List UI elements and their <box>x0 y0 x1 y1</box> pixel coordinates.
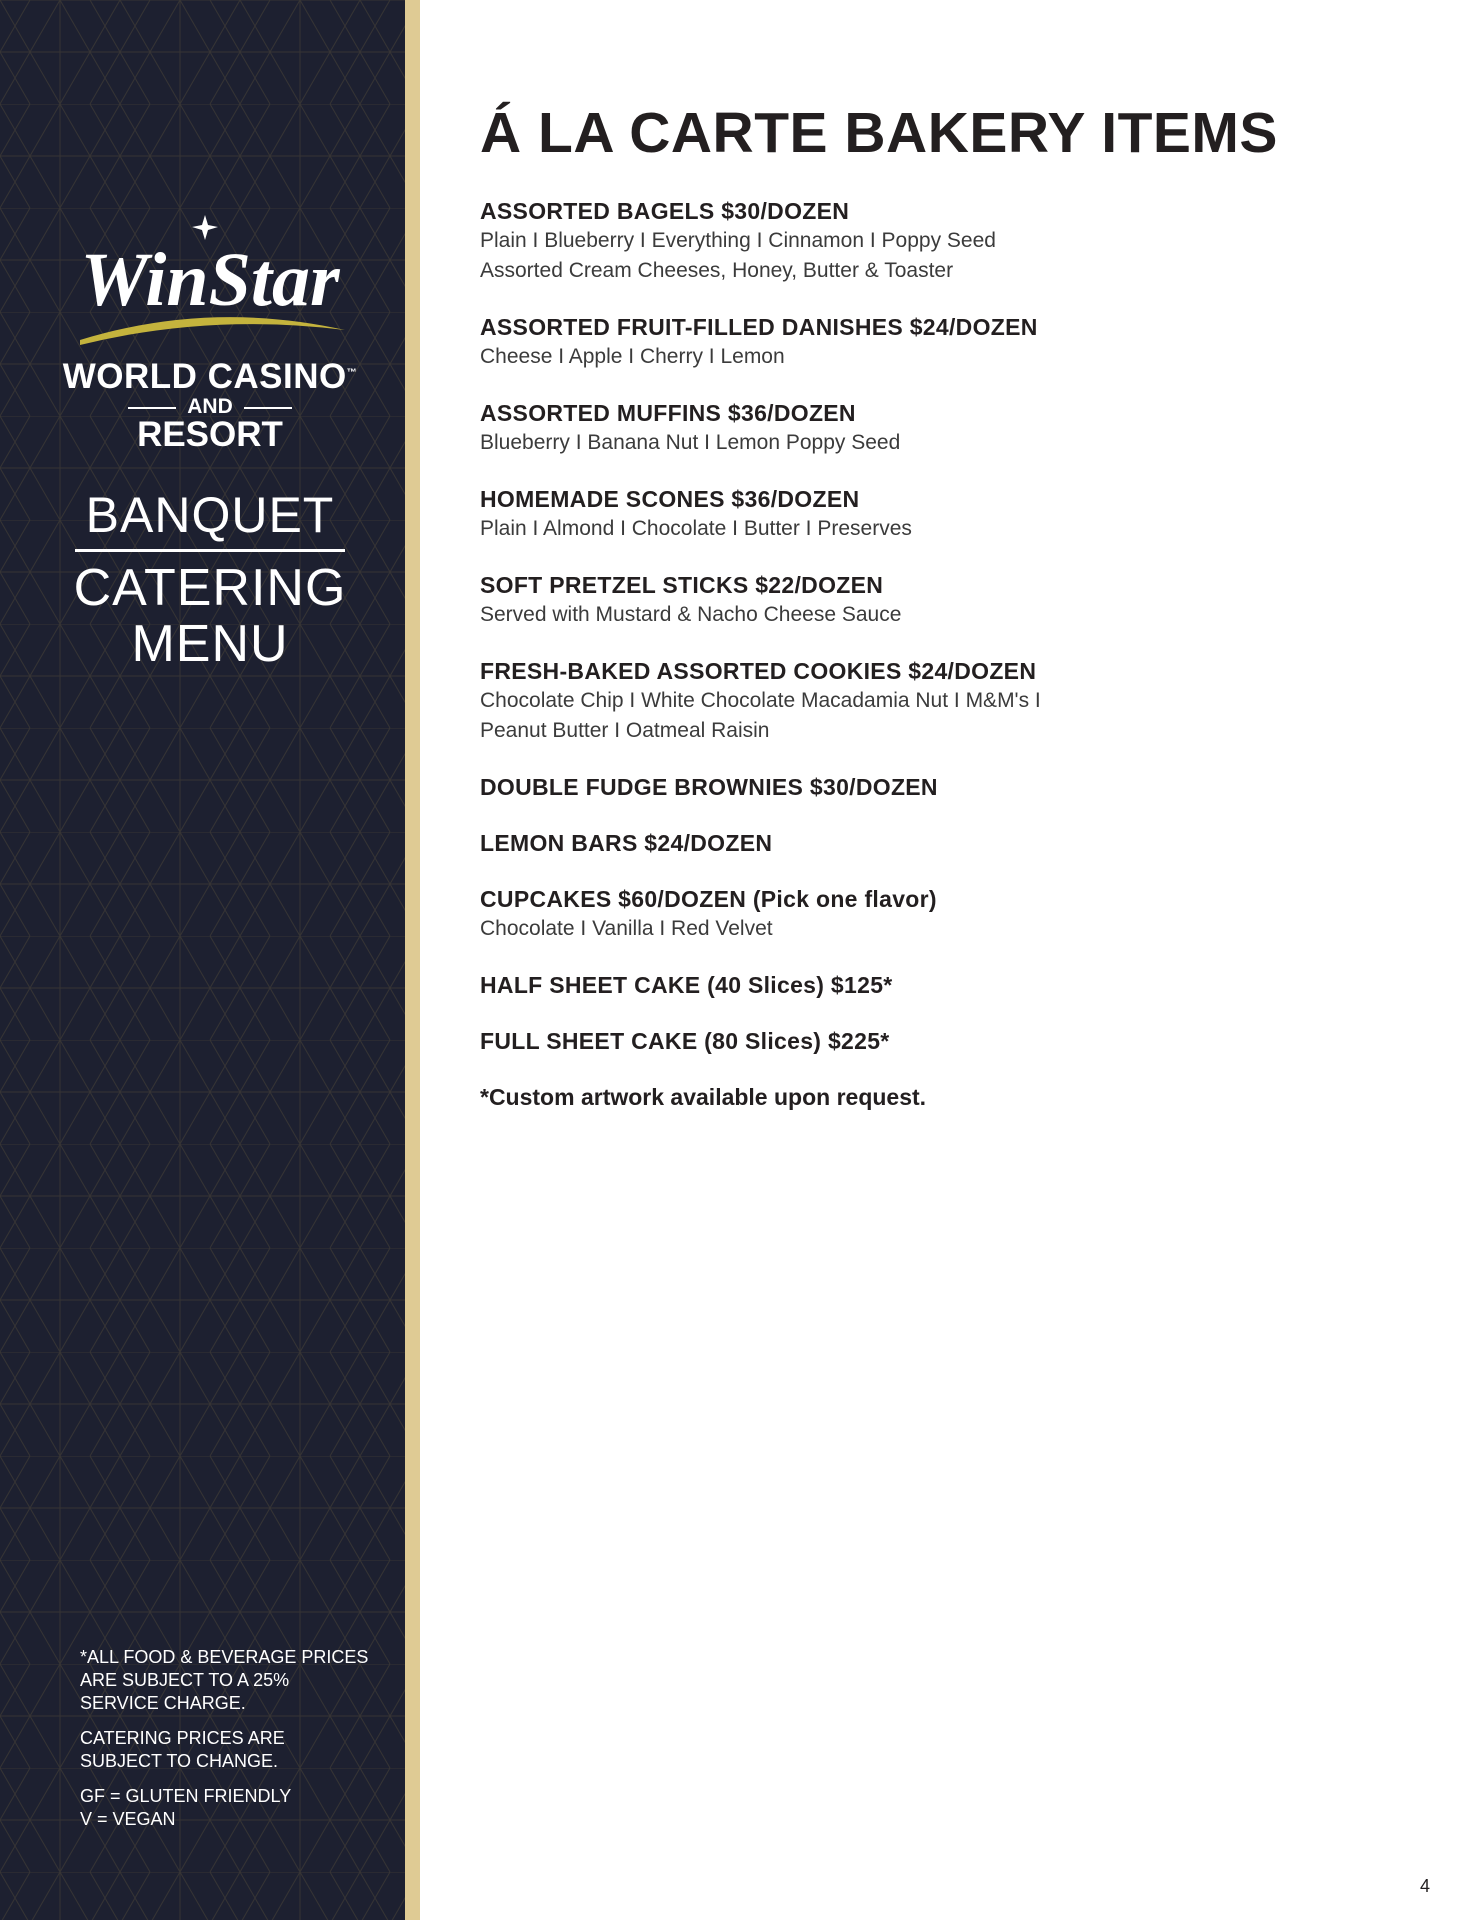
sidebar-title-banquet: BANQUET <box>85 487 335 543</box>
sidebar-title-menu: MENU <box>131 615 289 673</box>
menu-item <box>480 312 1440 372</box>
sidebar-panel <box>0 0 405 1920</box>
page-title: Á LA CARTE BAKERY ITEMS <box>480 101 1278 165</box>
menu-item-title: LEMON BARS $24/DOZEN <box>480 830 773 856</box>
menu-item-title: ASSORTED MUFFINS $36/DOZEN <box>480 400 856 426</box>
menu-item-description: Plain I Blueberry I Everything I Cinnamon I Poppy Seed <box>480 229 996 252</box>
menu-item-title: DOUBLE FUDGE BROWNIES $30/DOZEN <box>480 774 938 800</box>
note-vegan: V = VEGAN <box>80 1809 176 1829</box>
logo-brand-text: WinStar <box>80 238 340 322</box>
menu-item-description: Blueberry I Banana Nut I Lemon Poppy Seed <box>480 431 901 454</box>
menu-item-title: FULL SHEET CAKE (80 Slices) $225* <box>480 1028 890 1054</box>
menu-item <box>480 970 1440 1000</box>
menu-item-description: Chocolate I Vanilla I Red Velvet <box>480 917 773 940</box>
note-prices-change: CATERING PRICES ARE SUBJECT TO CHANGE. <box>80 1728 285 1771</box>
menu-item-description: Chocolate Chip I White Chocolate Macadamia Nut I M&M's I <box>480 689 1041 712</box>
menu-item-description: Peanut Butter I Oatmeal Raisin <box>480 719 770 742</box>
logo-divider-right <box>244 407 292 409</box>
main-content <box>480 100 1440 1112</box>
menu-item <box>480 828 1440 858</box>
menu-item <box>480 656 1440 746</box>
winstar-logo <box>60 205 360 455</box>
logo-line-resort: RESORT <box>137 415 283 454</box>
menu-item-title: ASSORTED FRUIT-FILLED DANISHES $24/DOZEN <box>480 314 1038 340</box>
menu-item-title: ASSORTED BAGELS $30/DOZEN <box>480 198 850 224</box>
menu-item-description: Cheese I Apple I Cherry I Lemon <box>480 345 785 368</box>
sidebar-title-catering-menu <box>0 560 405 672</box>
note-service-charge: *ALL FOOD & BEVERAGE PRICES ARE SUBJECT TO A 25% SERVICE CHARGE. <box>80 1647 369 1713</box>
gold-divider-strip <box>405 0 420 1920</box>
sidebar-notes <box>80 1646 370 1831</box>
menu-item <box>480 884 1440 944</box>
menu-item-description: Plain I Almond I Chocolate I Butter I Preserves <box>480 517 912 540</box>
menu-item-title: CUPCAKES $60/DOZEN (Pick one flavor) <box>480 886 937 912</box>
menu-item-description: Served with Mustard & Nacho Cheese Sauce <box>480 603 902 626</box>
note-gluten-friendly: GF = GLUTEN FRIENDLY <box>80 1786 292 1806</box>
trademark-mark: ™ <box>346 367 358 379</box>
menu-item <box>480 570 1440 630</box>
sidebar-title-catering: CATERING <box>73 559 347 617</box>
menu-item <box>480 398 1440 458</box>
sidebar-title-rule <box>75 549 345 552</box>
menu-item-title: HALF SHEET CAKE (40 Slices) $125* <box>480 972 893 998</box>
menu-item <box>480 772 1440 802</box>
menu-item <box>480 196 1440 286</box>
logo-line-world-casino: WORLD CASINO™ <box>62 357 358 396</box>
menu-item <box>480 484 1440 544</box>
logo-line-and: AND <box>187 395 233 418</box>
custom-artwork-footnote: *Custom artwork available upon request. <box>480 1084 927 1110</box>
menu-item-title: FRESH-BAKED ASSORTED COOKIES $24/DOZEN <box>480 658 1037 684</box>
page-number: 4 <box>1420 1876 1431 1896</box>
star-icon <box>192 215 218 240</box>
menu-item <box>480 1026 1440 1056</box>
menu-item-title: SOFT PRETZEL STICKS $22/DOZEN <box>480 572 884 598</box>
menu-item-description: Assorted Cream Cheeses, Honey, Butter & Toaster <box>480 259 954 282</box>
menu-item-title: HOMEMADE SCONES $36/DOZEN <box>480 486 860 512</box>
winstar-wordmark-graphic <box>60 205 360 355</box>
